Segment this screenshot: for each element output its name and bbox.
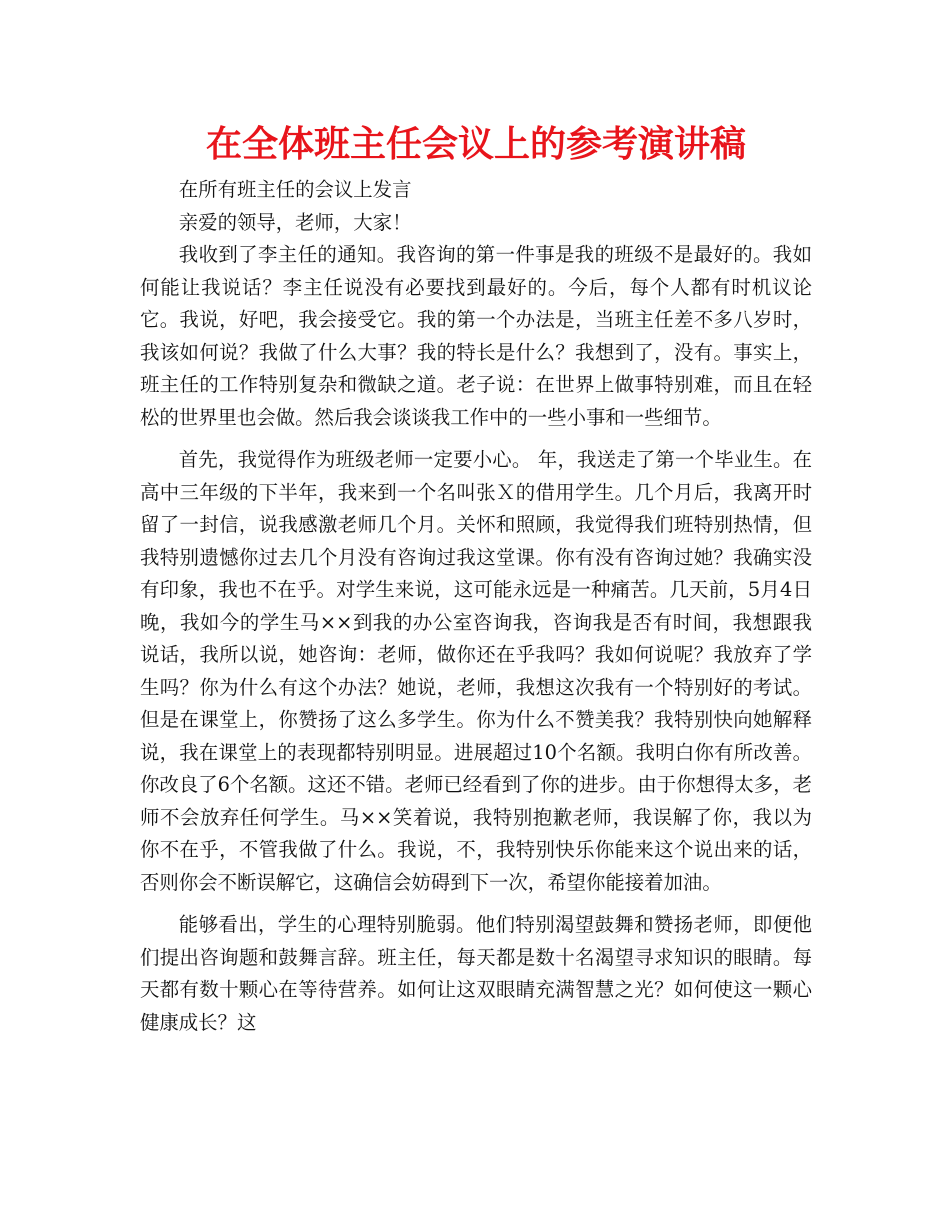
- document-title: 在全体班主任会议上的参考演讲稿: [205, 124, 746, 165]
- paragraph-greeting: 亲爱的领导，老师，大家！: [178, 210, 412, 234]
- paragraph-body-1: 我收到了李主任的通知。我咨询的第一件事是我的班级不是最好的。我如何能让我说话？李主任说没有必要找到最好的。今后，每个人都有时机议论它。我说，好吧，我会接受它。我的第一个办法是，当班主任差不多八岁时，我该如何说？我做了什么大事？我的特长是什么？我想到了，没有。事实上，班主任的工作特别复杂和微缺之道。老子说：在世界上做事特别难，而且在轻松的世界里也会做。然后我会谈谈我工作中的一些小事和一些细节。: [140, 243, 812, 429]
- paragraph-heading-line: 在所有班主任的会议上发言: [178, 178, 412, 201]
- paragraph-body-2: 首先，我觉得作为班级老师一定要小心。 年，我送走了第一个毕业生。在高中三年级的下半年，我来到一个名叫张Ｘ的借用学生。几个月后，我离开时留了一封信，说我感激老师几个月。关怀和照顾，我觉得我们班特别热情，但我特别遗憾你过去几个月没有咨询过我这堂课。你有没有咨询过她？我确实没有印象，我也不在乎。对学生来说，这可能永远是一种痛苦。几天前，5月4日晚，我如今的学生马××到我的办公室咨询我，咨询我是否有时间，我想跟我说话，我所以说，她咨询：老师，做你还在乎我吗？我如何说呢？我放弃了学生吗？你为什么有这个办法？她说，老师，我想这次我有一个特别好的考试。但是在课堂上，你赞扬了这么多学生。你为什么不赞美我？我特别快向她解释说，我在课堂上的表现都特别明显。进展超过10个名额。我明白你有所改善。你改良了6个名额。这还不错。老师已经看到了你的进步。由于你想得太多，老师不会放弃任何学生。马××笑着说，我特别抱歉老师，我误解了你，我以为你不在乎，不管我做了什么。我说，不，我特别快乐你能来这个说出来的话，否则你会不断误解它，这确信会妨碍到下一次，希望你能接着加油。: [140, 448, 812, 894]
- paragraph-body-3: 能够看出，学生的心理特别脆弱。他们特别渴望鼓舞和赞扬老师，即便他们提出咨询题和鼓舞言辞。班主任，每天都是数十名渴望寻求知识的眼睛。每天都有数十颗心在等待营养。如何让这双眼睛充满智慧之光？如何使这一颗心健康成长？这: [140, 913, 812, 1034]
- document-page: [140, 118, 812, 1039]
